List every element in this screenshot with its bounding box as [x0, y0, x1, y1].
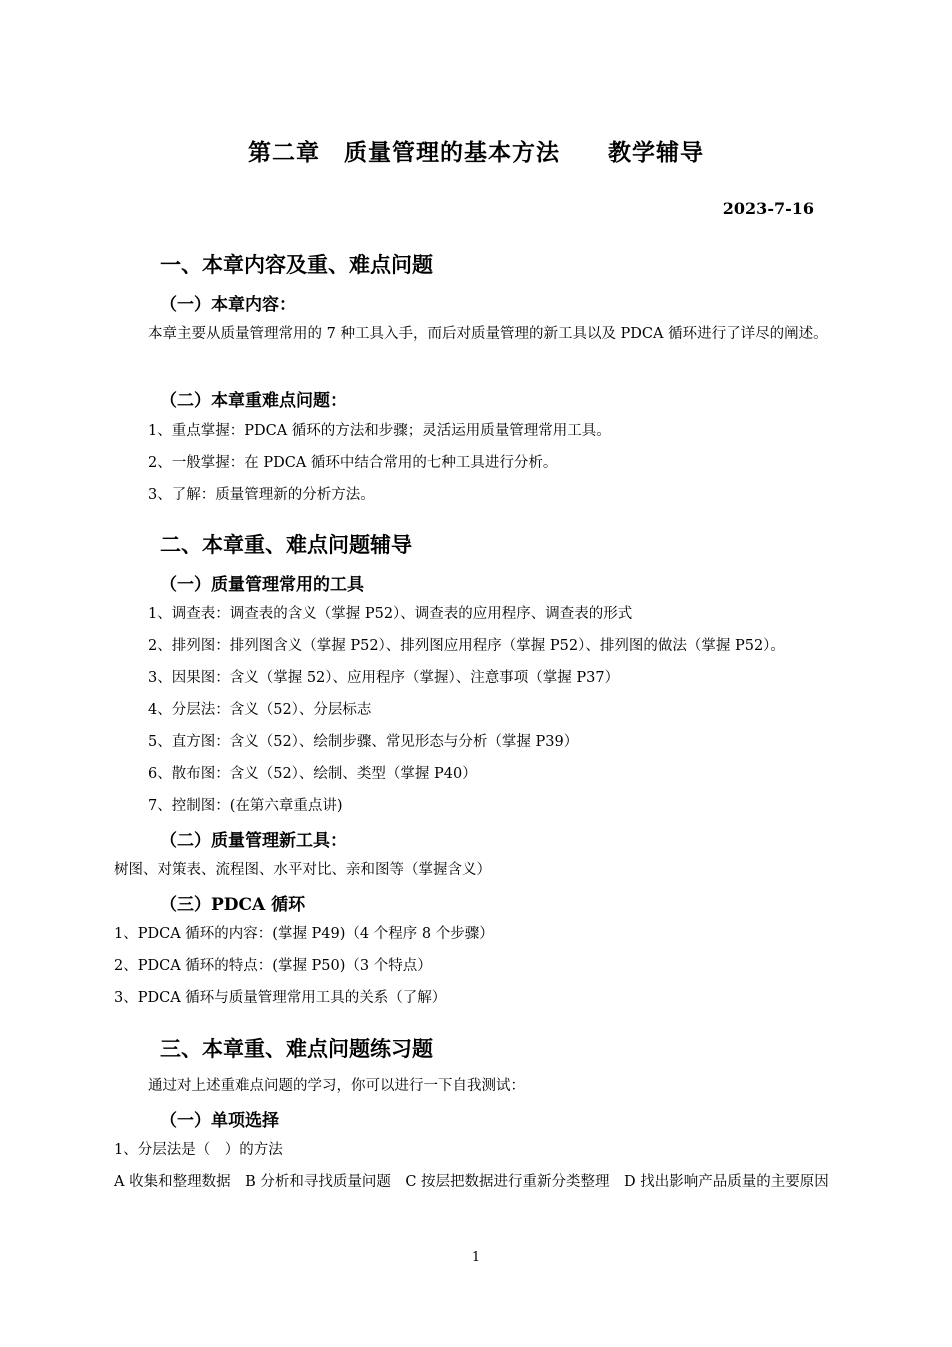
section3-intro: 通过对上述重难点问题的学习，你可以进行一下自我测试：	[148, 1078, 525, 1094]
list-item: 5、直方图：含义（52）、绘制步骤、常见形态与分析（掌握 P39）	[148, 734, 579, 750]
list-item: 3、因果图：含义（掌握 52）、应用程序（掌握）、注意事项（掌握 P37）	[148, 670, 620, 686]
question-options: A 收集和整理数据 B 分析和寻找质量问题 C 按层把数据进行重新分类整理 D 找出影响产品质量的主要原因	[114, 1174, 829, 1190]
list-item: 2、一般掌握：在 PDCA 循环中结合常用的七种工具进行分析。	[148, 455, 558, 471]
list-item: 1、PDCA 循环的内容：(掌握 P49)（4 个程序 8 个步骤）	[114, 926, 494, 942]
section3-heading: 三、本章重、难点问题练习题	[160, 1036, 433, 1061]
list-item: 2、PDCA 循环的特点：(掌握 P50)（3 个特点）	[114, 958, 432, 974]
section3-sub1: （一）单项选择	[160, 1111, 279, 1131]
section1-sub1: （一）本章内容：	[160, 295, 296, 315]
section1-intro: 本章主要从质量管理常用的 7 种工具入手，而后对质量管理的新工具以及 PDCA 循环进行了详尽的阐述。	[148, 326, 828, 342]
list-item: 1、重点掌握：PDCA 循环的方法和步骤；灵活运用质量管理常用工具。	[148, 423, 611, 439]
list-item: 7、控制图：(在第六章重点讲)	[148, 798, 343, 814]
section2-heading: 二、本章重、难点问题辅导	[160, 532, 412, 557]
section2-sub2: （二）质量管理新工具：	[160, 831, 347, 851]
section1-heading: 一、本章内容及重、难点问题	[160, 252, 433, 277]
list-item: 4、分层法：含义（52）、分层标志	[148, 702, 372, 718]
page-number: 1	[471, 1250, 481, 1265]
list-item: 3、了解：质量管理新的分析方法。	[148, 487, 375, 503]
section2-sub3: （三）PDCA 循环	[160, 895, 306, 915]
document-date: 2023-7-16	[722, 199, 814, 218]
list-item: 6、散布图：含义（52）、绘制、类型（掌握 P40）	[148, 766, 477, 782]
section2-sub1: （一）质量管理常用的工具	[160, 575, 364, 595]
list-item: 1、调查表：调查表的含义（掌握 P52）、调查表的应用程序、调查表的形式	[148, 606, 633, 622]
document-title: 第二章 质量管理的基本方法 教学辅导	[248, 139, 704, 166]
question-text: 1、分层法是（ ）的方法	[114, 1142, 283, 1158]
list-item: 3、PDCA 循环与质量管理常用工具的关系（了解）	[114, 990, 447, 1006]
new-tools-text: 树图、对策表、流程图、水平对比、亲和图等（掌握含义）	[114, 862, 491, 878]
section1-sub2: （二）本章重难点问题：	[160, 391, 347, 411]
list-item: 2、排列图：排列图含义（掌握 P52）、排列图应用程序（掌握 P52）、排列图的做法（掌握 P52）。	[148, 638, 785, 654]
